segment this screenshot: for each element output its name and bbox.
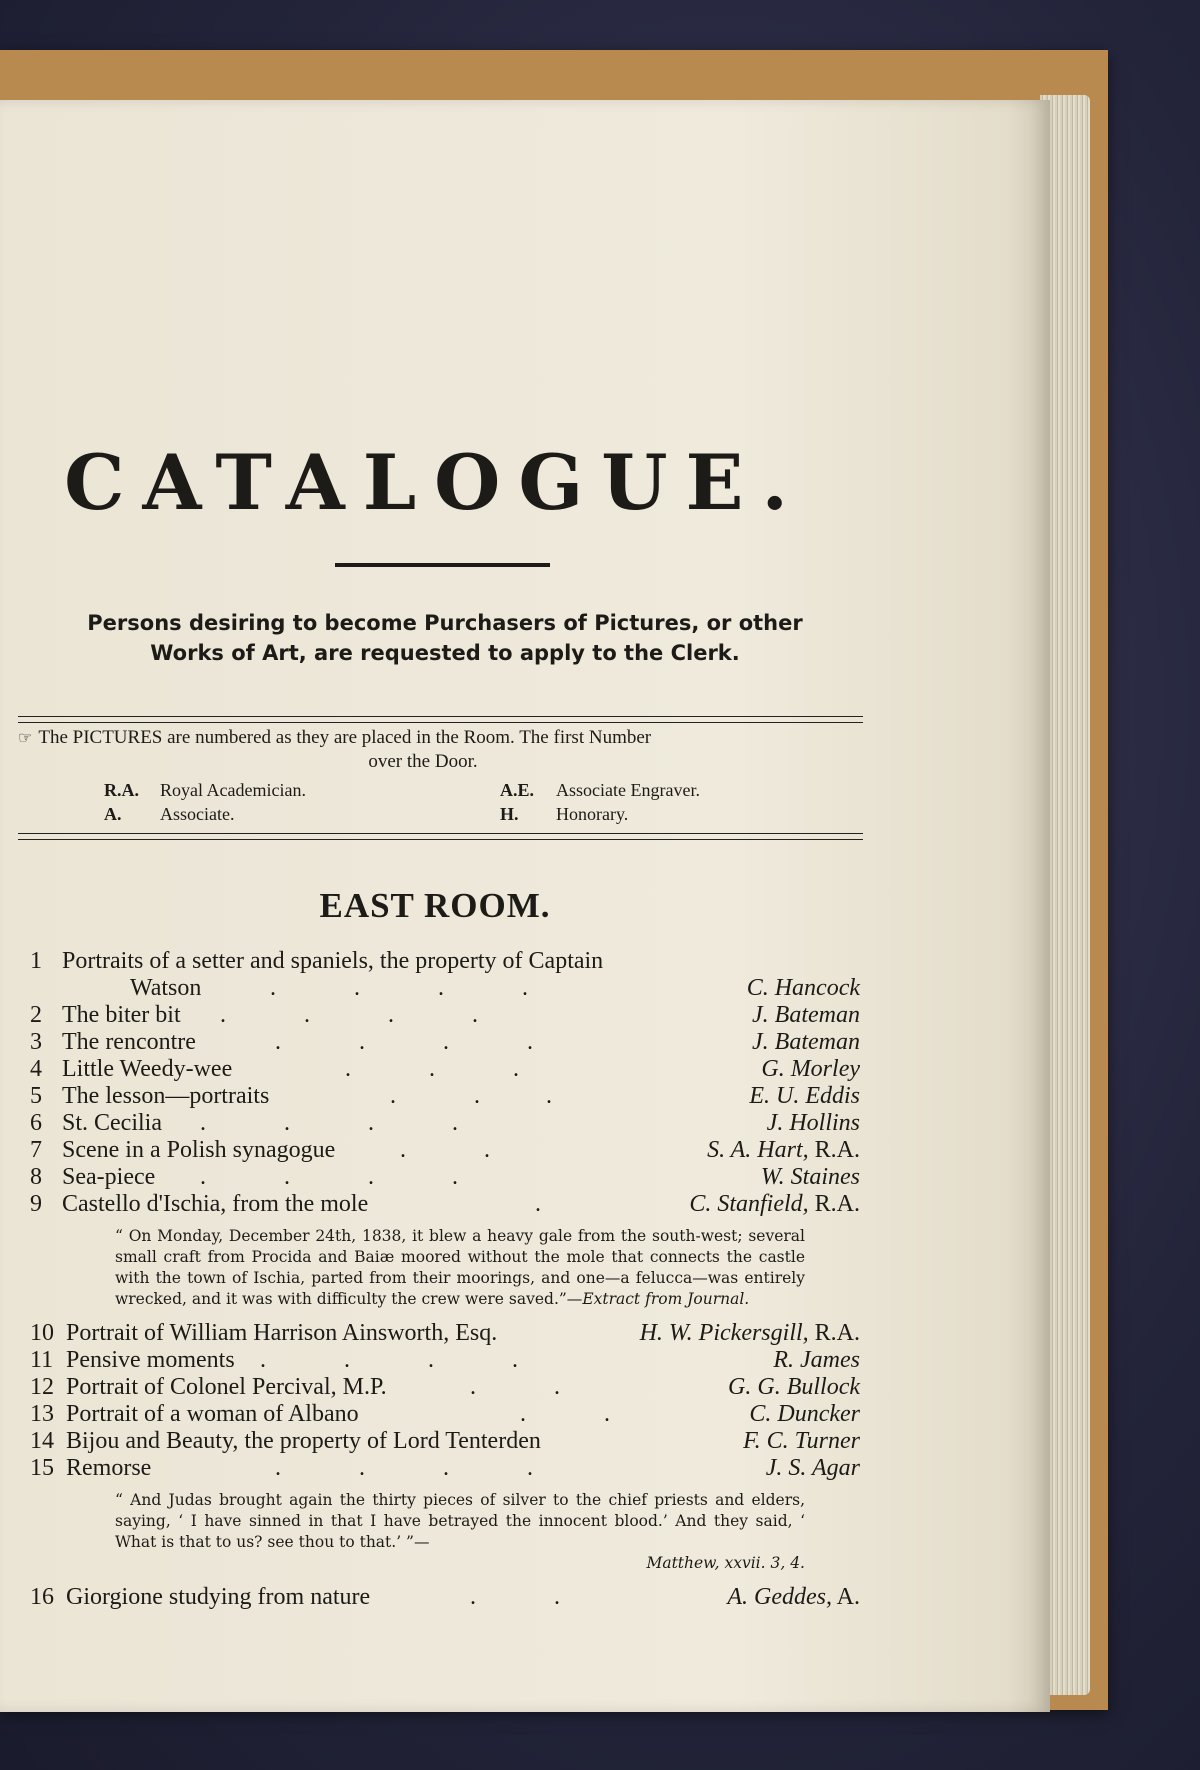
numbering-info	[18, 726, 868, 773]
purchase-notice	[20, 608, 870, 668]
list-item: 15 Remorse . . . . J. S. Agar	[30, 1455, 860, 1481]
list-item: 7 Scene in a Polish synagogue . . S. A. Hart, R.A.	[30, 1137, 860, 1163]
quote-text: “ On Monday, December 24th, 1838, it blew a heavy gale from the south-west; several small craft from Procida and Baiæ moored without the mole that connects the castle with the town of Ischia, parted from their moorings, and one—a felucca—was entirely wrecked, and it was with difficulty the crew were saved.”—	[115, 1227, 805, 1308]
page-title: CATALOGUE.	[64, 438, 806, 527]
catalogue-entries	[30, 948, 860, 1611]
notice-line-2: Works of Art, are requested to apply to the Clerk.	[150, 641, 740, 665]
info-line-1: The PICTURES are numbered as they are placed in the Room. The first Number	[38, 727, 652, 748]
title-rule	[335, 563, 550, 567]
list-item: 10 Portrait of William Harrison Ainsworth, Esq. H. W. Pickersgill, R.A.	[30, 1320, 860, 1346]
list-item: 12 Portrait of Colonel Percival, M.P. . . G. G. Bullock	[30, 1374, 860, 1400]
quote-entry-9	[115, 1226, 805, 1310]
list-item: 9 Castello d'Ischia, from the mole . C. Stanfield, R.A.	[30, 1191, 860, 1217]
list-item: 11 Pensive moments . . . . R. James	[30, 1347, 860, 1373]
list-item: Watson . . . . C. Hancock	[130, 975, 860, 1001]
list-item: 4 Little Weedy-wee . . . G. Morley	[30, 1056, 860, 1082]
quote-entry-15	[115, 1490, 805, 1574]
double-rule-top	[18, 716, 863, 723]
room-heading: EAST ROOM.	[319, 886, 551, 925]
abbreviation-a: A. Associate.	[104, 804, 235, 824]
info-line-2: over the Door.	[368, 751, 478, 772]
notice-line-1: Persons desiring to become Purchasers of Pictures, or other	[87, 611, 803, 635]
pointing-hand-icon: ☞	[18, 730, 33, 747]
catalogue-page	[0, 100, 1050, 1712]
abbreviation-ae: A.E. Associate Engraver.	[500, 780, 700, 800]
list-item: 8 Sea-piece . . . . W. Staines	[30, 1164, 860, 1190]
abbreviation-ra: R.A. Royal Academician.	[104, 780, 306, 800]
list-item: 1 Portraits of a setter and spaniels, the property of Captain	[30, 948, 604, 974]
list-item: 3 The rencontre . . . . J. Bateman	[30, 1029, 860, 1055]
list-item: 14 Bijou and Beauty, the property of Lord Tenterden F. C. Turner	[30, 1428, 860, 1454]
list-item: 16 Giorgione studying from nature . . A. Geddes, A.	[30, 1584, 860, 1610]
quote-source: Extract from Journal.	[582, 1290, 750, 1308]
abbreviation-h: H. Honorary.	[500, 804, 629, 824]
list-item: 13 Portrait of a woman of Albano . . C. Duncker	[30, 1401, 860, 1427]
list-item: 2 The biter bit . . . . J. Bateman	[30, 1002, 860, 1028]
quote-source: Matthew, xxvii. 3, 4.	[646, 1554, 805, 1572]
list-item: 5 The lesson—portraits . . . E. U. Eddis	[30, 1083, 860, 1109]
quote-text: “ And Judas brought again the thirty pieces of silver to the chief priests and elders, saying, ‘ I have sinned in that I have betrayed the innocent blood.’ And they said, ‘ What is that to us? see thou to that.’ ”—	[115, 1491, 805, 1551]
list-item: 6 St. Cecilia . . . . J. Hollins	[30, 1110, 860, 1136]
double-rule-bottom	[18, 833, 863, 840]
